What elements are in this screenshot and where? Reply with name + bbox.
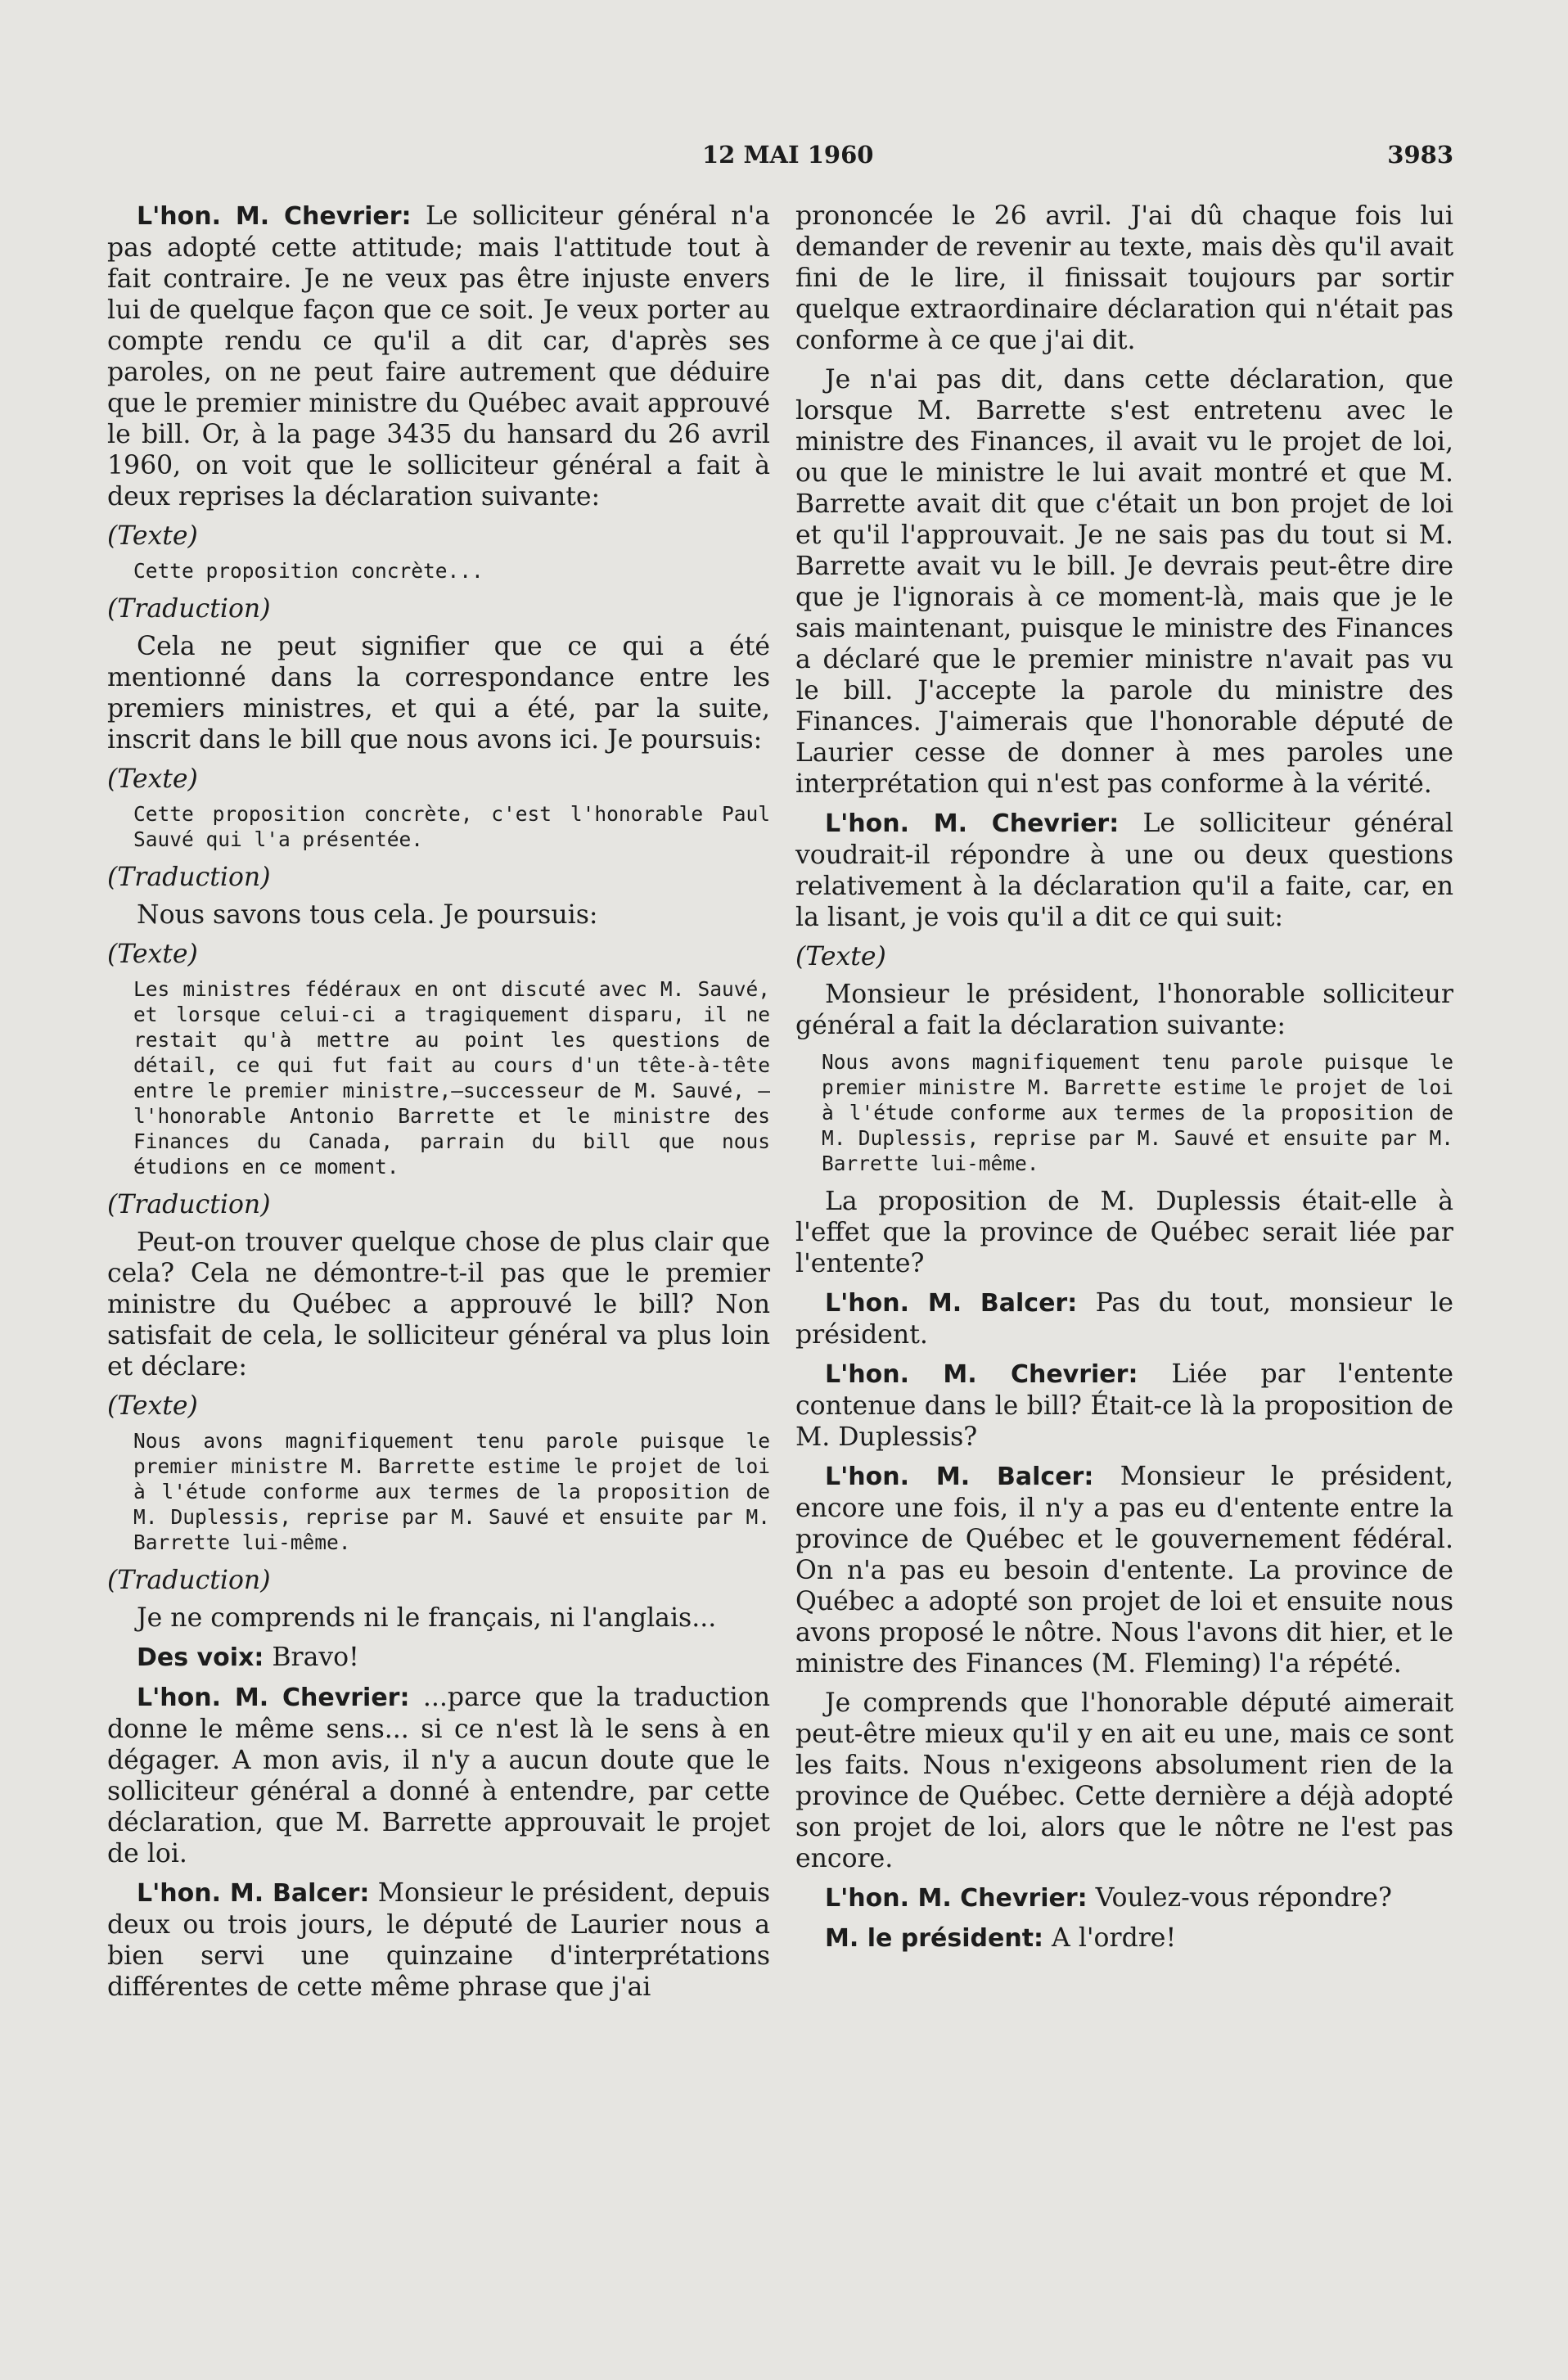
left-column: [107, 201, 770, 2011]
paragraph: La proposition de M. Duplessis était-elle à l'effet que la province de Québec serait liée par l'entente?: [795, 1187, 1453, 1278]
speech-text: Voulez-vous répondre?: [1087, 1883, 1392, 1913]
language-label: (Texte): [107, 1391, 198, 1421]
quotation: Cette proposition concrète, c'est l'honorable Paul Sauvé qui l'a présentée.: [133, 802, 770, 851]
speaker-name: L'hon. M. Chevrier:: [825, 809, 1120, 838]
speaker-name: L'hon. M. Chevrier:: [825, 1884, 1088, 1913]
quotation: Nous avons magnifiquement tenu parole puisque le premier ministre M. Barrette estime le projet de loi à l'étude conforme aux termes de la proposition de M. Duplessis, reprise par M. Sauvé et ensuite par M. Barrette lui-même.: [822, 1050, 1453, 1175]
speech-text: Monsieur le président, encore une fois, il n'y a pas eu d'entente entre la province de Québec et le gouvernement fédéral. On n'a pas eu besoin d'entente. La province de Québec a adopté son projet de loi et ensuite nous avons proposé le nôtre. Nous l'avons dit hier, et le ministre des Finances (M. Fleming) l'a répété.: [795, 1462, 1453, 1679]
language-label: (Traduction): [107, 594, 271, 624]
quotation: Les ministres fédéraux en ont discuté avec M. Sauvé, et lorsque celui-ci a tragiquement disparu, il ne restait qu'à mettre au point les questions de détail, ce qui fut fait au cours d'un tête-à-tête entre le premier ministre,—successeur de M. Sauvé, —l'honorable Antonio Barrette et le ministre des Finances du Canada, parrain du bill que nous étudions en ce moment.: [133, 977, 770, 1179]
language-label: (Texte): [107, 521, 198, 551]
paragraph: prononcée le 26 avril. J'ai dû chaque fois lui demander de revenir au texte, mais dès qu'il avait fini de le lire, il finissait toujours par sortir quelque extraordinaire déclaration qui n'était pas conforme à ce que j'ai dit.: [795, 201, 1453, 355]
speech-paragraph: [795, 1359, 1453, 1453]
speech-paragraph: [107, 1877, 770, 2003]
speech-paragraph: [795, 808, 1453, 933]
speech-paragraph: [795, 1461, 1453, 1679]
speaker-name: L'hon. M. Chevrier:: [137, 1684, 410, 1712]
language-label: (Traduction): [107, 1190, 271, 1219]
speaker-name: L'hon. M. Balcer:: [825, 1289, 1078, 1318]
quotation: Cette proposition concrète...: [133, 559, 484, 583]
speech-text: ...parce que la traduction donne le même sens... si ce n'est là le sens à en dégager. A mon avis, il n'y a aucun doute que le solliciteur général a donné à entendre, par cette déclaration, que M. Barrette approuvait le projet de loi.: [107, 1683, 770, 1868]
paragraph: Cela ne peut signifier que ce qui a été mentionné dans la correspondance entre les premiers ministres, et qui a été, par la suite, inscrit dans le bill que nous avons ici. Je poursuis:: [107, 632, 770, 755]
speech-paragraph: [107, 1682, 770, 1869]
header-date: 12 MAI 1960: [702, 141, 874, 169]
speech-text: Bravo!: [264, 1643, 359, 1672]
language-label: (Traduction): [107, 1566, 271, 1595]
language-label: (Texte): [107, 940, 198, 969]
speech-text: A l'ordre!: [1043, 1923, 1177, 1953]
page-number: 3983: [1387, 141, 1453, 169]
speaker-name: L'hon. M. Chevrier:: [137, 202, 412, 231]
speaker-name: L'hon. M. Balcer:: [825, 1463, 1094, 1491]
speaker-name: M. le président:: [825, 1924, 1044, 1953]
speech-paragraph: [795, 1922, 1453, 1954]
paragraph: Je comprends que l'honorable député aimerait peut-être mieux qu'il y en ait eu une, mais ce sont les faits. Nous n'exigeons absolument rien de la province de Québec. Cette dernière a déjà adopté son projet de loi, alors que le nôtre ne l'est pas encore.: [795, 1688, 1453, 1873]
paragraph: Monsieur le président, l'honorable solliciteur général a fait la déclaration suivante:: [795, 980, 1453, 1040]
speech-text: Le solliciteur général voudrait-il répondre à une ou deux questions relativement à la déclaration qu'il a faite, car, en la lisant, je vois qu'il a dit ce qui suit:: [795, 809, 1454, 932]
speech-paragraph: [107, 1642, 770, 1674]
speaker-name: L'hon. M. Chevrier:: [825, 1360, 1138, 1389]
speaker-name: Des voix:: [137, 1643, 264, 1672]
speech-text: Pas du tout, monsieur le président.: [795, 1288, 1453, 1350]
paragraph: Nous savons tous cela. Je poursuis:: [137, 900, 598, 930]
quotation: Nous avons magnifiquement tenu parole puisque le premier ministre M. Barrette estime le projet de loi à l'étude conforme aux termes de la proposition de M. Duplessis, reprise par M. Sauvé et ensuite par M. Barrette lui-même.: [133, 1429, 770, 1554]
speaker-name: L'hon. M. Balcer:: [137, 1879, 370, 1908]
paragraph: Je ne comprends ni le français, ni l'anglais...: [137, 1603, 717, 1633]
paragraph: Peut-on trouver quelque chose de plus clair que cela? Cela ne démontre-t-il pas que le premier ministre du Québec a approuvé le bill? Non satisfait de cela, le solliciteur général va plus loin et déclare:: [107, 1228, 770, 1382]
language-label: (Texte): [107, 764, 198, 794]
paragraph: Je n'ai pas dit, dans cette déclaration, que lorsque M. Barrette s'est entretenu avec le ministre des Finances, il avait vu le projet de loi, ou que le ministre le lui avait montré et que M. Barrette avait dit que c'était un bon projet de loi et qu'il l'approuvait. Je ne sais pas du tout si M. Barrette avait vu le bill. Je devrais peut-être dire que je l'ignorais à ce moment-là, mais que je le sais maintenant, puisque le ministre des Finances a déclaré que le premier ministre n'avait pas vu le bill. J'accepte la parole du ministre des Finances. J'aimerais que l'honorable député de Laurier cesse de donner à mes paroles une interprétation qui n'est pas conforme à la vérité.: [795, 365, 1453, 799]
language-label: (Texte): [795, 942, 886, 971]
language-label: (Traduction): [107, 863, 271, 892]
speech-text: Le solliciteur général n'a pas adopté cette attitude; mais l'attitude tout à fait contraire. Je ne veux pas être injuste envers lui de quelque façon que ce soit. Je veux porter au compte rendu ce qu'il a dit car, d'après ses paroles, on ne peut faire autrement que déduire que le premier ministre du Québec avait approuvé le bill. Or, à la page 3435 du hansard du 26 avril 1960, on voit que le solliciteur général a fait à deux reprises la déclaration suivante:: [107, 201, 771, 512]
speech-paragraph: [795, 1882, 1453, 1914]
speech-text: Liée par l'entente contenue dans le bill? Était-ce là la proposition de M. Duplessis?: [795, 1359, 1454, 1452]
speech-paragraph: [795, 1287, 1453, 1350]
right-column: [795, 201, 1453, 1963]
speech-text: Monsieur le président, depuis deux ou trois jours, le député de Laurier nous a bien servi une quinzaine d'interprétations différentes de cette même phrase que j'ai: [107, 1878, 770, 2002]
speech-paragraph: [107, 201, 770, 512]
